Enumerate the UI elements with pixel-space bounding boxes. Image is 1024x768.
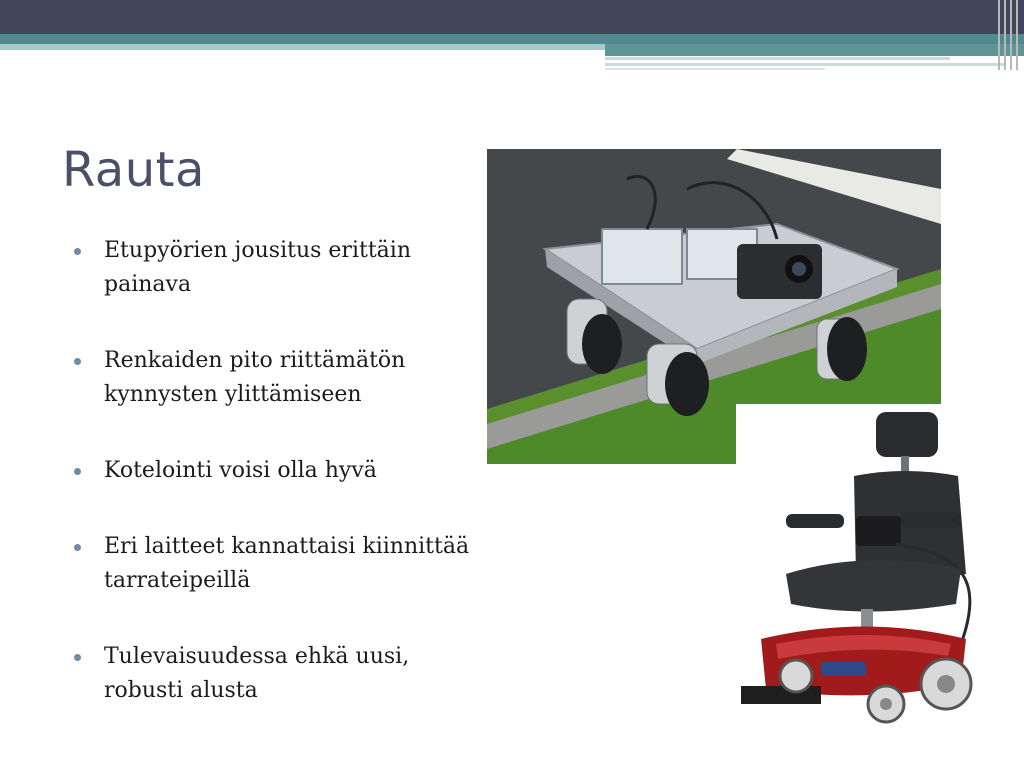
bullet-icon [74, 468, 81, 475]
list-item [74, 640, 474, 708]
bullet-list [74, 234, 474, 750]
header-thin-line [605, 68, 825, 70]
header-thin-line [605, 57, 950, 60]
bullet-icon [74, 544, 81, 551]
bullet-text: Eri laitteet kannattaisi kiinnittää tarrateipeillä [104, 534, 470, 593]
header-accent-stripe-light [0, 44, 605, 50]
bullet-text: Renkaiden pito riittämätön kynnysten ylittämiseen [104, 348, 406, 407]
bullet-text: Kotelointi voisi olla hyvä [104, 458, 377, 483]
bullet-text: Tulevaisuudessa ehkä uusi, robusti alusta [104, 644, 410, 703]
bullet-text: Etupyörien jousitus erittäin painava [104, 238, 411, 297]
bullet-icon [74, 654, 81, 661]
bullet-icon [74, 248, 81, 255]
header-bar [0, 0, 1024, 34]
header-accent-stripe [0, 34, 1024, 44]
header-accent-stripe-right [605, 44, 1024, 56]
slide-title: Rauta [62, 142, 205, 198]
list-item [74, 530, 474, 598]
wheelchair-photo [736, 404, 986, 744]
header-thin-line [605, 63, 1005, 66]
list-item [74, 454, 474, 488]
header-vertical-stripes [994, 0, 1024, 70]
bullet-icon [74, 358, 81, 365]
list-item [74, 344, 474, 412]
list-item [74, 234, 474, 302]
